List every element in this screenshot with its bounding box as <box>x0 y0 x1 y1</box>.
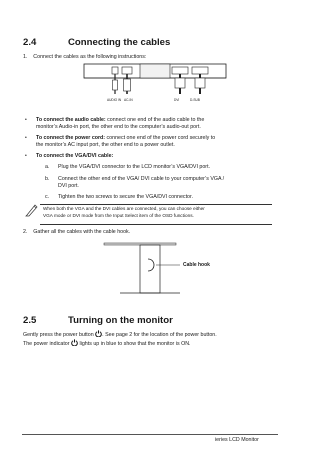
footer-divider <box>22 434 278 435</box>
bullet-vga: To connect the VGA/DVI cable: <box>36 153 114 159</box>
monitor-ports-figure <box>80 62 230 119</box>
bullet-audio: To connect the audio cable: connect one end of the audio cable to the monitor’s Audio-in port, the other end to the computer’s audio-out port. <box>36 117 205 130</box>
step-a-marker: a. <box>45 164 50 170</box>
section-title: Connecting the cables <box>68 37 171 48</box>
power-icon <box>71 339 78 346</box>
step-c-text: Tighten the two screws to secure the VGA/DVI connector. <box>58 194 193 200</box>
cable-hook-figure <box>100 239 230 301</box>
step-c-marker: c. <box>45 194 50 200</box>
d-sub-label: D-SUB <box>190 98 200 102</box>
bullet-power: To connect the power cord: connect one end of the power cord securely to the monitor’s AC input port, the other end to a power outlet. <box>36 135 216 148</box>
bullet-marker: • <box>25 135 27 141</box>
audio-in-label: AUDIO IN <box>107 98 122 102</box>
step-1-text: 1. Connect the cables as the following instructions: <box>23 54 147 60</box>
bullet-marker: • <box>25 117 27 123</box>
step-b-text: Connect the other end of the VGA/ DVI cable to your computer’s VGA / DVI port. <box>58 176 225 189</box>
section-number: 2.4 <box>23 37 37 48</box>
power-button-text: Gently press the power button . See page 2 for the location of the power button. <box>23 332 217 338</box>
ac-in-label: AC-IN <box>124 98 133 102</box>
section-number: 2.5 <box>23 315 37 326</box>
bullet-marker: • <box>25 153 27 159</box>
note-text: When both the VGA and the DVI cables are connected, you can choose either VGA mode or DVI mode from the Input Select item of the OSD functions. <box>43 206 205 218</box>
power-indicator-text: The power indicator lights up in blue to show that the monitor is ON. <box>23 341 191 347</box>
step-2-text: 2. Gather all the cables with the cable hook. <box>23 229 131 235</box>
step-a-text: Plug the VGA/DVI connector to the LCD monitor’s VGA/DVI port. <box>58 164 211 170</box>
footer-text: ieries LCD Monitor <box>215 437 259 443</box>
dvi-label: DVI <box>174 98 180 102</box>
note-icon <box>25 203 39 217</box>
cable-hook-label: Cable hook <box>183 262 210 268</box>
step-b-marker: b. <box>45 176 50 182</box>
section-title: Turning on the monitor <box>68 315 173 326</box>
